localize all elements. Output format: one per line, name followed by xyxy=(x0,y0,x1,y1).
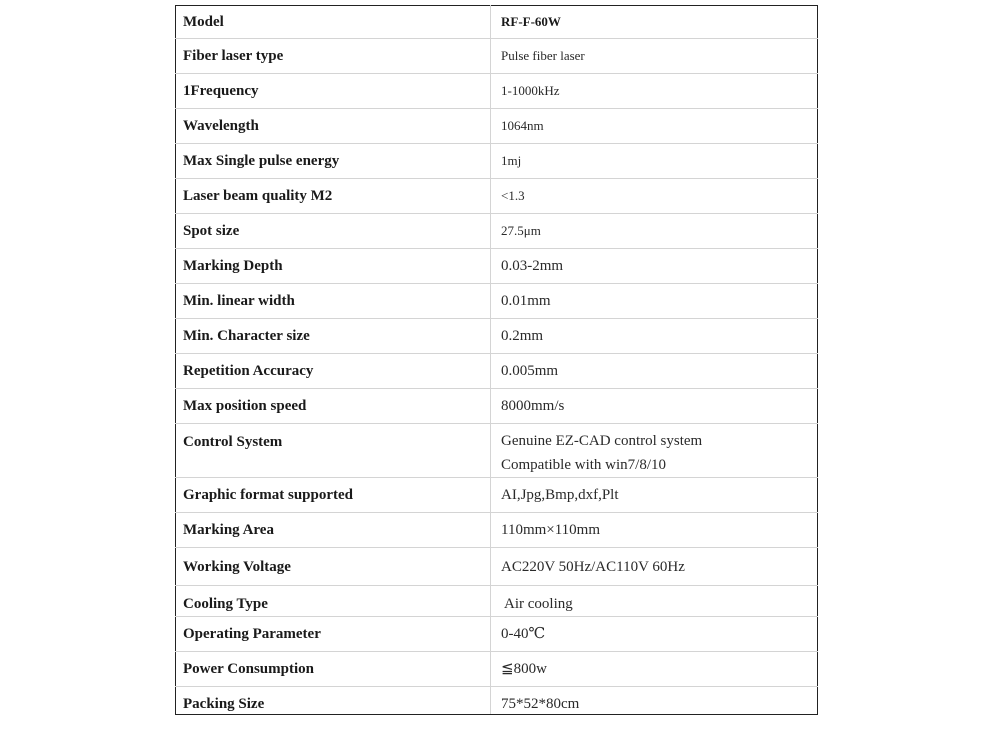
row-value: ≦800w xyxy=(491,652,818,687)
row-label: Model xyxy=(176,6,491,39)
table-row xyxy=(176,214,818,249)
table-row xyxy=(176,6,818,39)
row-value: <1.3 xyxy=(491,179,818,214)
row-label: 1Frequency xyxy=(176,74,491,109)
row-value: 0.2mm xyxy=(491,319,818,354)
row-value: RF-F-60W xyxy=(491,6,818,39)
row-value: 0-40℃ xyxy=(491,617,818,652)
row-value: AC220V 50Hz/AC110V 60Hz xyxy=(491,548,818,586)
spec-table-body xyxy=(176,6,818,715)
row-label: Control System xyxy=(176,424,491,478)
row-value: 0.03-2mm xyxy=(491,249,818,284)
row-value xyxy=(491,586,818,617)
row-label: Min. Character size xyxy=(176,319,491,354)
row-value: 1064nm xyxy=(491,109,818,144)
table-row xyxy=(176,617,818,652)
row-label: Marking Area xyxy=(176,513,491,548)
row-label: Max position speed xyxy=(176,389,491,424)
table-row xyxy=(176,319,818,354)
row-value: 27.5μm xyxy=(491,214,818,249)
row-value xyxy=(491,424,818,478)
table-row xyxy=(176,144,818,179)
spec-table xyxy=(175,5,818,715)
row-label: Laser beam quality M2 xyxy=(176,179,491,214)
table-row xyxy=(176,513,818,548)
row-label: Fiber laser type xyxy=(176,39,491,74)
row-value: 0.01mm xyxy=(491,284,818,319)
table-row xyxy=(176,284,818,319)
row-value: AI,Jpg,Bmp,dxf,Plt xyxy=(491,478,818,513)
row-label: Power Consumption xyxy=(176,652,491,687)
table-row xyxy=(176,39,818,74)
row-label: Packing Size xyxy=(176,687,491,715)
row-label: Cooling Type xyxy=(176,586,491,617)
row-label: Max Single pulse energy xyxy=(176,144,491,179)
table-row xyxy=(176,424,818,478)
value-line: Genuine EZ-CAD control system xyxy=(501,433,703,449)
table-row xyxy=(176,478,818,513)
row-value: 1mj xyxy=(491,144,818,179)
row-value: 110mm×110mm xyxy=(491,513,818,548)
value-line: Compatible with win7/8/10 xyxy=(501,457,666,473)
row-label: Repetition Accuracy xyxy=(176,354,491,389)
table-row xyxy=(176,354,818,389)
row-value: 8000mm/s xyxy=(491,389,818,424)
row-label: Marking Depth xyxy=(176,249,491,284)
table-row xyxy=(176,74,818,109)
row-label: Working Voltage xyxy=(176,548,491,586)
table-row xyxy=(176,389,818,424)
row-label: Graphic format supported xyxy=(176,478,491,513)
row-value: Pulse fiber laser xyxy=(491,39,818,74)
cooling-value: Air cooling xyxy=(504,596,573,612)
table-row xyxy=(176,548,818,586)
table-row xyxy=(176,109,818,144)
row-label: Wavelength xyxy=(176,109,491,144)
table-row xyxy=(176,249,818,284)
row-value: 1-1000kHz xyxy=(491,74,818,109)
table-row xyxy=(176,586,818,617)
row-label: Min. linear width xyxy=(176,284,491,319)
row-label: Spot size xyxy=(176,214,491,249)
table-row xyxy=(176,179,818,214)
table-row xyxy=(176,652,818,687)
table-row xyxy=(176,687,818,715)
row-label: Operating Parameter xyxy=(176,617,491,652)
row-value: 75*52*80cm xyxy=(491,687,818,715)
row-value: 0.005mm xyxy=(491,354,818,389)
